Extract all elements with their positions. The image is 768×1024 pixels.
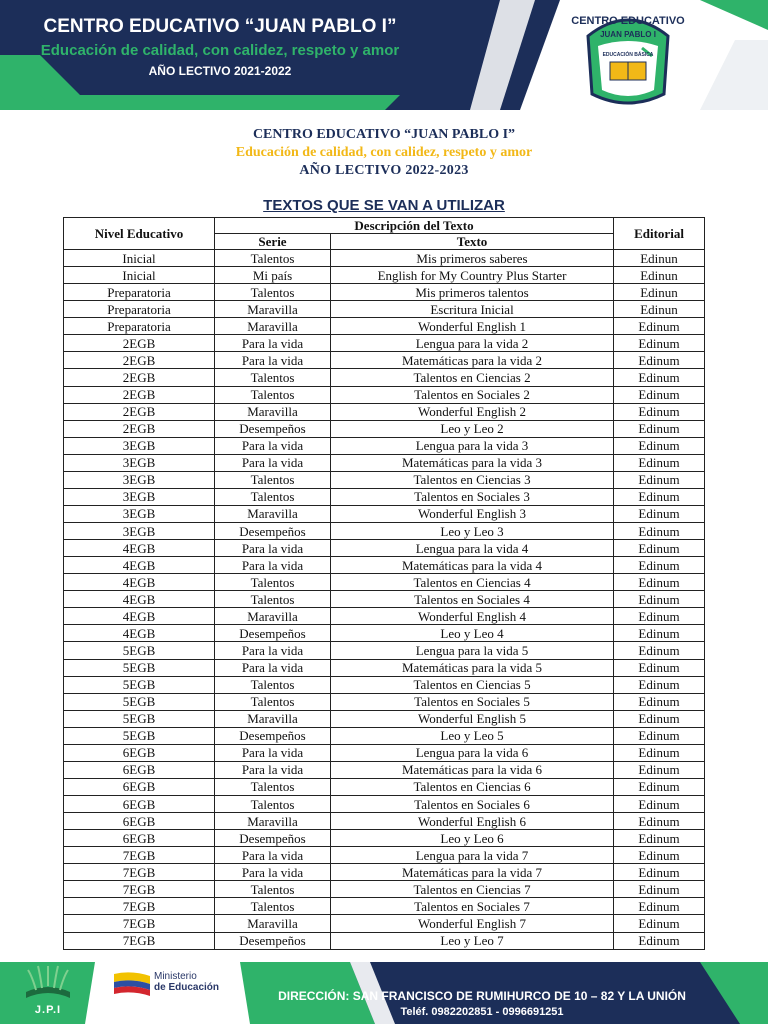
- table-row: [64, 454, 705, 471]
- header-slogan: Educación de calidad, con calidez, respeto y amor: [40, 42, 400, 59]
- cell-nivel: 3EGB: [64, 471, 215, 488]
- cell-texto: Talentos en Sociales 4: [331, 591, 614, 608]
- cell-nivel: 5EGB: [64, 727, 215, 744]
- cell-texto: Talentos en Ciencias 6: [331, 778, 614, 795]
- cell-serie: Talentos: [215, 693, 331, 710]
- table-row: [64, 676, 705, 693]
- table-row: [64, 796, 705, 813]
- header-nivel: Nivel Educativo: [64, 218, 215, 250]
- cell-editorial: Edinum: [614, 710, 705, 727]
- cell-nivel: 7EGB: [64, 864, 215, 881]
- document-slogan: Educación de calidad, con calidez, respeto y amor: [235, 145, 533, 160]
- cell-serie: Talentos: [215, 471, 331, 488]
- cell-texto: Talentos en Ciencias 2: [331, 369, 614, 386]
- table-row: [64, 318, 705, 335]
- cell-texto: Matemáticas para la vida 3: [331, 454, 614, 471]
- cell-nivel: 4EGB: [64, 574, 215, 591]
- cell-texto: Lengua para la vida 6: [331, 744, 614, 761]
- cell-texto: Wonderful English 6: [331, 813, 614, 830]
- cell-editorial: Edinum: [614, 898, 705, 915]
- crest-text-inner: EDUCACIÓN BÁSICA: [602, 52, 654, 58]
- cell-nivel: 3EGB: [64, 437, 215, 454]
- cell-editorial: Edinum: [614, 932, 705, 949]
- cell-serie: Desempeños: [215, 625, 331, 642]
- cell-texto: Matemáticas para la vida 5: [331, 659, 614, 676]
- table-row: [64, 642, 705, 659]
- table-row: [64, 386, 705, 403]
- cell-editorial: Edinum: [614, 744, 705, 761]
- cell-serie: Maravilla: [215, 403, 331, 420]
- cell-editorial: Edinum: [614, 386, 705, 403]
- cell-nivel: 7EGB: [64, 932, 215, 949]
- cell-texto: Lengua para la vida 4: [331, 540, 614, 557]
- table-row: [64, 915, 705, 932]
- cell-serie: Talentos: [215, 778, 331, 795]
- cell-serie: Para la vida: [215, 454, 331, 471]
- table-row: [64, 471, 705, 488]
- cell-editorial: Edinum: [614, 608, 705, 625]
- cell-texto: Leo y Leo 5: [331, 727, 614, 744]
- cell-nivel: 5EGB: [64, 676, 215, 693]
- cell-texto: Lengua para la vida 2: [331, 335, 614, 352]
- cell-editorial: Edinun: [614, 284, 705, 301]
- cell-nivel: 2EGB: [64, 386, 215, 403]
- table-row: [64, 540, 705, 557]
- cell-nivel: 6EGB: [64, 761, 215, 778]
- cell-texto: Matemáticas para la vida 7: [331, 864, 614, 881]
- cell-editorial: Edinum: [614, 403, 705, 420]
- table-row: [64, 437, 705, 454]
- cell-editorial: Edinum: [614, 557, 705, 574]
- cell-nivel: 4EGB: [64, 625, 215, 642]
- table-row: [64, 505, 705, 522]
- cell-editorial: Edinum: [614, 591, 705, 608]
- table-row: [64, 932, 705, 949]
- table-body: [64, 250, 705, 950]
- cell-serie: Talentos: [215, 676, 331, 693]
- document-school-name: CENTRO EDUCATIVO “JUAN PABLO I”: [252, 127, 516, 142]
- cell-serie: Desempeños: [215, 727, 331, 744]
- ministry-text: [154, 971, 219, 993]
- table-row: [64, 761, 705, 778]
- cell-texto: Wonderful English 2: [331, 403, 614, 420]
- ministry-line2: de Educación: [154, 982, 220, 993]
- table-row: [64, 830, 705, 847]
- cell-editorial: Edinum: [614, 523, 705, 540]
- textbooks-table: [63, 217, 705, 950]
- cell-nivel: 7EGB: [64, 898, 215, 915]
- table-row: [64, 523, 705, 540]
- cell-texto: Talentos en Ciencias 4: [331, 574, 614, 591]
- table-row: [64, 864, 705, 881]
- cell-editorial: Edinum: [614, 693, 705, 710]
- table-row: [64, 267, 705, 284]
- table-row: [64, 574, 705, 591]
- cell-serie: Talentos: [215, 386, 331, 403]
- cell-editorial: Edinum: [614, 847, 705, 864]
- cell-nivel: Preparatoria: [64, 318, 215, 335]
- cell-nivel: 6EGB: [64, 830, 215, 847]
- cell-texto: Mis primeros talentos: [331, 284, 614, 301]
- cell-serie: Talentos: [215, 898, 331, 915]
- cell-texto: Talentos en Sociales 3: [331, 488, 614, 505]
- cell-nivel: 4EGB: [64, 540, 215, 557]
- cell-nivel: 6EGB: [64, 778, 215, 795]
- cell-editorial: Edinum: [614, 471, 705, 488]
- list-title: TEXTOS QUE SE VAN A UTILIZAR: [263, 197, 505, 214]
- cell-nivel: 3EGB: [64, 505, 215, 522]
- cell-serie: Desempeños: [215, 523, 331, 540]
- cell-editorial: Edinum: [614, 761, 705, 778]
- cell-nivel: Preparatoria: [64, 284, 215, 301]
- cell-editorial: Edinun: [614, 250, 705, 267]
- cell-nivel: 5EGB: [64, 693, 215, 710]
- ministry-flag-icon: [110, 970, 154, 1002]
- table-row: [64, 250, 705, 267]
- cell-serie: Desempeños: [215, 420, 331, 437]
- cell-nivel: 4EGB: [64, 591, 215, 608]
- cell-texto: Mis primeros saberes: [331, 250, 614, 267]
- cell-texto: Talentos en Ciencias 5: [331, 676, 614, 693]
- cell-texto: Escritura Inicial: [331, 301, 614, 318]
- cell-editorial: Edinum: [614, 778, 705, 795]
- cell-nivel: 4EGB: [64, 608, 215, 625]
- cell-editorial: Edinum: [614, 352, 705, 369]
- jpi-book-logo-icon: [18, 962, 78, 1006]
- table-row: [64, 488, 705, 505]
- cell-serie: Para la vida: [215, 335, 331, 352]
- cell-nivel: Preparatoria: [64, 301, 215, 318]
- table-row: [64, 813, 705, 830]
- cell-serie: Para la vida: [215, 352, 331, 369]
- table-row: [64, 898, 705, 915]
- cell-editorial: Edinum: [614, 796, 705, 813]
- cell-nivel: 2EGB: [64, 335, 215, 352]
- cell-nivel: 6EGB: [64, 813, 215, 830]
- header-title: CENTRO EDUCATIVO “JUAN PABLO I”: [43, 16, 397, 37]
- cell-texto: Wonderful English 7: [331, 915, 614, 932]
- cell-editorial: Edinum: [614, 488, 705, 505]
- cell-nivel: 7EGB: [64, 847, 215, 864]
- cell-editorial: Edinun: [614, 267, 705, 284]
- cell-texto: Wonderful English 3: [331, 505, 614, 522]
- cell-texto: Talentos en Sociales 5: [331, 693, 614, 710]
- cell-texto: Wonderful English 4: [331, 608, 614, 625]
- cell-nivel: 3EGB: [64, 523, 215, 540]
- cell-serie: Para la vida: [215, 557, 331, 574]
- table-row: [64, 369, 705, 386]
- cell-editorial: Edinum: [614, 830, 705, 847]
- footer-phone: Teléf. 0982202851 - 0996691251: [400, 1006, 564, 1018]
- cell-serie: Para la vida: [215, 847, 331, 864]
- header-serie: Serie: [215, 234, 331, 250]
- cell-nivel: 7EGB: [64, 881, 215, 898]
- cell-texto: Leo y Leo 4: [331, 625, 614, 642]
- cell-texto: Matemáticas para la vida 2: [331, 352, 614, 369]
- document-school-year: AÑO LECTIVO 2022-2023: [299, 163, 469, 178]
- table-row: [64, 847, 705, 864]
- cell-texto: Talentos en Sociales 6: [331, 796, 614, 813]
- cell-nivel: 2EGB: [64, 403, 215, 420]
- cell-editorial: Edinum: [614, 335, 705, 352]
- cell-serie: Talentos: [215, 369, 331, 386]
- table-row: [64, 284, 705, 301]
- cell-serie: Talentos: [215, 284, 331, 301]
- cell-nivel: Inicial: [64, 250, 215, 267]
- cell-nivel: 7EGB: [64, 915, 215, 932]
- ministry-line1: Ministerio: [154, 971, 197, 982]
- cell-texto: Lengua para la vida 5: [331, 642, 614, 659]
- cell-nivel: 2EGB: [64, 420, 215, 437]
- cell-editorial: Edinum: [614, 864, 705, 881]
- cell-editorial: Edinum: [614, 437, 705, 454]
- cell-nivel: 6EGB: [64, 796, 215, 813]
- cell-editorial: Edinum: [614, 642, 705, 659]
- cell-texto: Leo y Leo 7: [331, 932, 614, 949]
- table-row: [64, 881, 705, 898]
- cell-editorial: Edinum: [614, 813, 705, 830]
- cell-editorial: Edinum: [614, 505, 705, 522]
- crest-text-name: JUAN PABLO I: [600, 30, 656, 39]
- jpi-label: J.P.I: [34, 1004, 62, 1016]
- cell-serie: Para la vida: [215, 540, 331, 557]
- cell-serie: Para la vida: [215, 864, 331, 881]
- cell-serie: Para la vida: [215, 642, 331, 659]
- cell-editorial: Edinum: [614, 915, 705, 932]
- cell-serie: Maravilla: [215, 710, 331, 727]
- cell-texto: Talentos en Ciencias 3: [331, 471, 614, 488]
- cell-serie: Para la vida: [215, 744, 331, 761]
- cell-editorial: Edinum: [614, 369, 705, 386]
- school-crest-icon: [566, 6, 690, 110]
- table-row: [64, 693, 705, 710]
- table-row: [64, 710, 705, 727]
- table-row: [64, 625, 705, 642]
- cell-serie: Para la vida: [215, 761, 331, 778]
- cell-serie: Talentos: [215, 488, 331, 505]
- cell-texto: Talentos en Sociales 2: [331, 386, 614, 403]
- cell-serie: Para la vida: [215, 659, 331, 676]
- cell-nivel: 5EGB: [64, 642, 215, 659]
- cell-serie: Para la vida: [215, 437, 331, 454]
- cell-serie: Talentos: [215, 591, 331, 608]
- cell-serie: Talentos: [215, 250, 331, 267]
- cell-texto: English for My Country Plus Starter: [331, 267, 614, 284]
- crest-text-top: CENTRO EDUCATIVO: [571, 15, 685, 27]
- cell-serie: Maravilla: [215, 813, 331, 830]
- cell-serie: Maravilla: [215, 301, 331, 318]
- cell-editorial: Edinum: [614, 574, 705, 591]
- table-row: [64, 608, 705, 625]
- cell-serie: Talentos: [215, 574, 331, 591]
- cell-texto: Wonderful English 5: [331, 710, 614, 727]
- cell-editorial: Edinum: [614, 420, 705, 437]
- cell-serie: Maravilla: [215, 318, 331, 335]
- cell-editorial: Edinum: [614, 540, 705, 557]
- cell-editorial: Edinum: [614, 676, 705, 693]
- cell-serie: Talentos: [215, 796, 331, 813]
- cell-serie: Desempeños: [215, 932, 331, 949]
- cell-texto: Wonderful English 1: [331, 318, 614, 335]
- cell-editorial: Edinun: [614, 301, 705, 318]
- cell-texto: Talentos en Sociales 7: [331, 898, 614, 915]
- table-row: [64, 403, 705, 420]
- cell-texto: Talentos en Ciencias 7: [331, 881, 614, 898]
- header-banner: [0, 0, 768, 110]
- cell-texto: Matemáticas para la vida 6: [331, 761, 614, 778]
- header-descripcion: Descripción del Texto: [215, 218, 614, 234]
- table-row: [64, 778, 705, 795]
- table-row: [64, 727, 705, 744]
- cell-nivel: 2EGB: [64, 369, 215, 386]
- cell-nivel: 5EGB: [64, 710, 215, 727]
- cell-nivel: 3EGB: [64, 454, 215, 471]
- cell-nivel: 4EGB: [64, 557, 215, 574]
- cell-nivel: 2EGB: [64, 352, 215, 369]
- table-row: [64, 352, 705, 369]
- cell-serie: Maravilla: [215, 608, 331, 625]
- cell-serie: Maravilla: [215, 915, 331, 932]
- cell-serie: Talentos: [215, 881, 331, 898]
- table-row: [64, 420, 705, 437]
- table-row: [64, 301, 705, 318]
- cell-editorial: Edinum: [614, 318, 705, 335]
- header-editorial: Editorial: [614, 218, 705, 250]
- cell-texto: Matemáticas para la vida 4: [331, 557, 614, 574]
- table-row: [64, 744, 705, 761]
- cell-editorial: Edinum: [614, 659, 705, 676]
- table-row: [64, 591, 705, 608]
- cell-nivel: Inicial: [64, 267, 215, 284]
- footer-banner: [0, 962, 768, 1024]
- footer-address: DIRECCIÓN: SAN FRANCISCO DE RUMIHURCO DE 10 – 82 Y LA UNIÓN: [278, 989, 686, 1003]
- cell-texto: Lengua para la vida 7: [331, 847, 614, 864]
- cell-texto: Leo y Leo 3: [331, 523, 614, 540]
- table-row: [64, 659, 705, 676]
- cell-serie: Mi país: [215, 267, 331, 284]
- cell-nivel: 6EGB: [64, 744, 215, 761]
- cell-editorial: Edinum: [614, 881, 705, 898]
- table-row: [64, 557, 705, 574]
- cell-serie: Desempeños: [215, 830, 331, 847]
- cell-nivel: 5EGB: [64, 659, 215, 676]
- header-school-year: AÑO LECTIVO 2021-2022: [148, 64, 292, 78]
- cell-texto: Leo y Leo 2: [331, 420, 614, 437]
- table-row: [64, 335, 705, 352]
- cell-editorial: Edinum: [614, 625, 705, 642]
- cell-editorial: Edinum: [614, 454, 705, 471]
- cell-serie: Maravilla: [215, 505, 331, 522]
- cell-editorial: Edinum: [614, 727, 705, 744]
- cell-nivel: 3EGB: [64, 488, 215, 505]
- header-texto: Texto: [331, 234, 614, 250]
- cell-texto: Leo y Leo 6: [331, 830, 614, 847]
- cell-texto: Lengua para la vida 3: [331, 437, 614, 454]
